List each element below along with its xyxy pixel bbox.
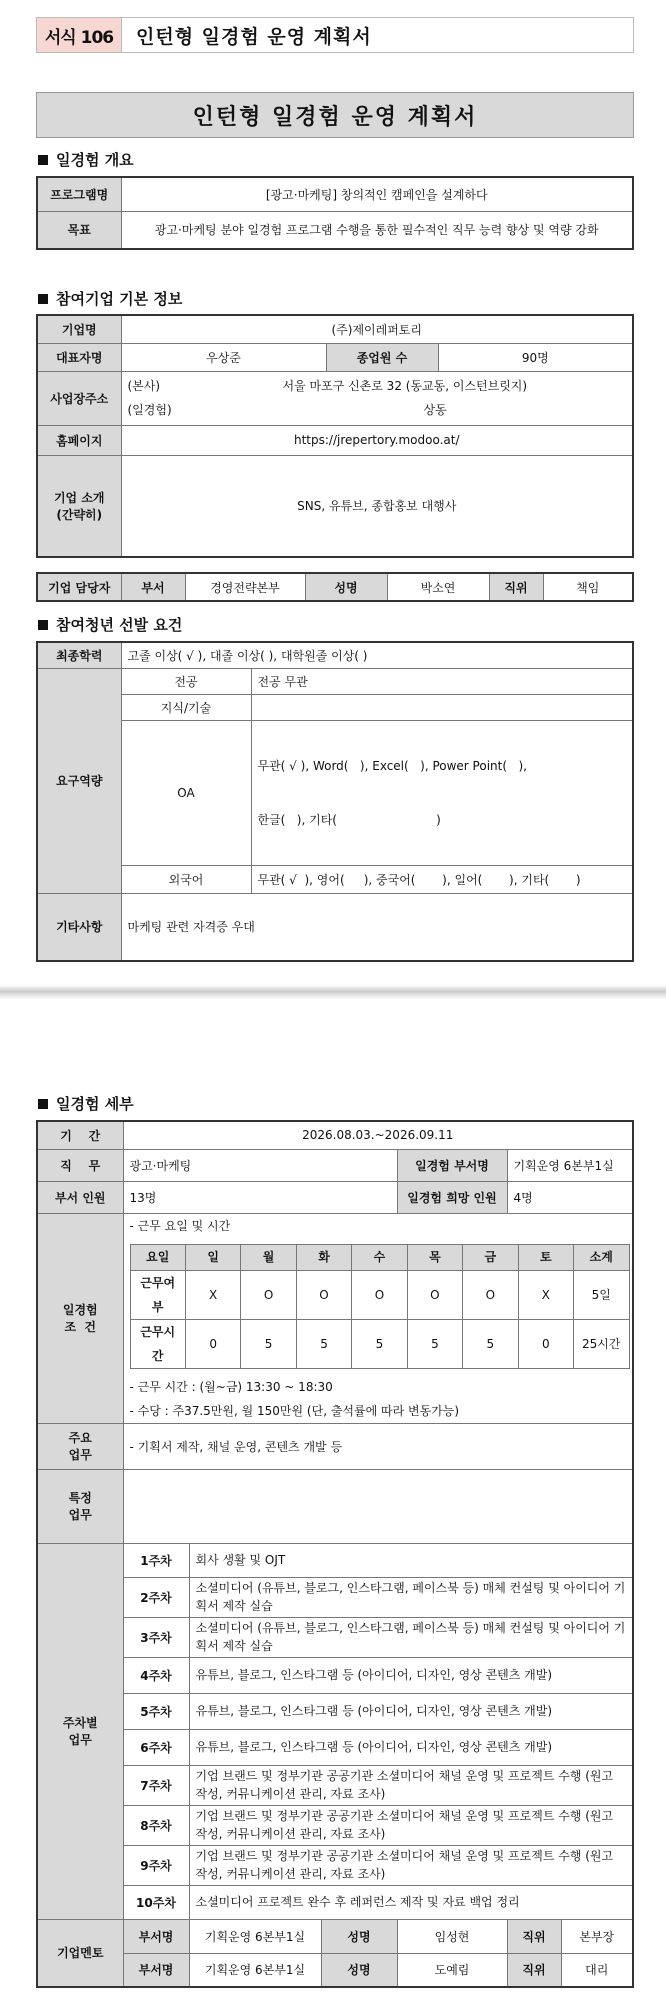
goal-label: 목표 [37, 211, 121, 249]
employees-value: 90명 [438, 343, 633, 371]
special-duty-label [37, 1469, 123, 1543]
square-bullet-icon [38, 1099, 48, 1109]
main-duty-label-line1: 주요 [68, 1431, 92, 1445]
week-label: 4주차 [123, 1657, 189, 1693]
program-value: [광고·마케팅] 창의적인 캠페인을 설계하다 [121, 177, 633, 211]
conditions-label [37, 1213, 123, 1423]
etc-label: 기타사항 [37, 893, 121, 961]
period-value: 2026.08.03.~2026.09.11 [123, 1121, 633, 1149]
week-task: 기업 브랜드 및 정부기관 공공기관 소셜미디어 채널 운영 및 프로젝트 수행 (원고 작성, 커뮤니케이션 관리, 자료 조사) [189, 1765, 633, 1805]
section-heading-detail [38, 1093, 134, 1114]
section-heading-requirements [38, 614, 182, 635]
contact-label: 기업 담당자 [37, 573, 121, 601]
mentor-name-label: 성명 [321, 1919, 397, 1953]
schedule-header-cell: 화 [296, 1244, 351, 1270]
hq-address-line [128, 374, 627, 398]
schedule-cell: 5 [463, 1319, 518, 1368]
special-duty-label-line2: 업무 [68, 1508, 92, 1522]
intro-label-line2: (간략히) [56, 507, 103, 522]
schedule-cell: 5 [296, 1319, 351, 1368]
company-name-label: 기업명 [37, 315, 121, 343]
work-time: - 근무 시간 : (월~금) 13:30 ~ 18:30 [129, 1379, 333, 1394]
main-duty-label-line2: 업무 [68, 1448, 92, 1462]
program-label: 프로그램명 [37, 177, 121, 211]
document-title: 인턴형 일경험 운영 계획서 [36, 92, 634, 138]
week-label: 9주차 [123, 1845, 189, 1885]
schedule-header-cell: 요일 [130, 1244, 185, 1270]
mentor-pos-value: 대리 [561, 1953, 633, 1987]
mentor-dept-value: 기획운영 6본부1실 [189, 1919, 321, 1953]
schedule-header-cell: 수 [352, 1244, 407, 1270]
ceo-value: 우상준 [121, 343, 326, 371]
week-label: 10주차 [123, 1885, 189, 1919]
contact-table [36, 572, 634, 602]
schedule-row-label: 근무여부 [130, 1270, 185, 1319]
lang-value: 무관( √ ), 영어( ), 중국어( ), 일어( ), 기타( ) [251, 865, 633, 893]
staff-label: 부서 인원 [37, 1181, 123, 1213]
lang-label: 외국어 [121, 865, 251, 893]
skills-value [251, 694, 633, 720]
mentor-dept-label: 부서명 [123, 1953, 189, 1987]
schedule-header-row [130, 1244, 629, 1270]
dept-label: 일경험 부서명 [397, 1149, 507, 1181]
detail-table [36, 1120, 634, 1988]
address-label: 사업장주소 [37, 371, 121, 425]
special-duty-value [123, 1469, 633, 1543]
mentor-label: 기업멘토 [37, 1919, 123, 1987]
week-label: 8주차 [123, 1805, 189, 1845]
intro-label-line1: 기업 소개 [53, 490, 105, 505]
section-heading-text: 일경험 개요 [56, 151, 134, 169]
form-number-badge: 서식 106 [37, 18, 122, 52]
company-table [36, 314, 634, 558]
page-separator [0, 985, 666, 1000]
schedule-cell: O [407, 1270, 462, 1319]
week-label: 3주차 [123, 1617, 189, 1657]
mentor-pos-value: 본부장 [561, 1919, 633, 1953]
address-cell [121, 371, 633, 425]
schedule-cell: 5일 [574, 1270, 630, 1319]
schedule-cell: 5 [241, 1319, 296, 1368]
week-label: 1주차 [123, 1543, 189, 1577]
goal-value: 광고·마케팅 분야 일경험 프로그램 수행을 통한 필수적인 직무 능력 향상 및 역량 강화 [121, 211, 633, 249]
contact-position-label: 직위 [489, 573, 543, 601]
form-header [36, 17, 634, 53]
education-value: 고졸 이상( √ ), 대졸 이상( ), 대학원졸 이상( ) [121, 642, 633, 668]
work-tag: (일경험) [127, 403, 172, 417]
staff-value: 13명 [123, 1181, 397, 1213]
week-label: 5주차 [123, 1693, 189, 1729]
square-bullet-icon [38, 620, 48, 630]
oa-value [251, 720, 633, 865]
conditions-cell [123, 1213, 633, 1423]
schedule-header-cell: 월 [241, 1244, 296, 1270]
mentor-dept-label: 부서명 [123, 1919, 189, 1953]
work-address-line [128, 398, 627, 422]
major-value: 전공 무관 [251, 668, 633, 694]
contact-dept-label: 부서 [121, 573, 185, 601]
company-name-value: (주)제이레퍼토리 [121, 315, 633, 343]
requirements-table [36, 641, 634, 962]
intro-label [37, 455, 121, 557]
employees-label: 종업원 수 [326, 343, 438, 371]
schedule-cell: X [518, 1270, 573, 1319]
mentor-name-value: 임성현 [397, 1919, 507, 1953]
week-label: 7주차 [123, 1765, 189, 1805]
schedule-cell: 0 [518, 1319, 573, 1368]
weekly-label [37, 1543, 123, 1919]
week-label: 6주차 [123, 1729, 189, 1765]
week-task: 유튜브, 블로그, 인스타그램 등 (아이디어, 디자인, 영상 콘텐츠 개발) [189, 1729, 633, 1765]
week-task: 유튜브, 블로그, 인스타그램 등 (아이디어, 디자인, 영상 콘텐츠 개발) [189, 1693, 633, 1729]
week-task: 소셜미디어 프로젝트 완수 후 레퍼런스 제작 및 자료 백업 정리 [189, 1885, 633, 1919]
ceo-label: 대표자명 [37, 343, 121, 371]
document-page-1 [0, 0, 666, 985]
duty-label: 직 무 [37, 1149, 123, 1181]
homepage-label: 홈페이지 [37, 425, 121, 455]
oa-value-line2: 한글( ), 기타( ) [257, 812, 441, 827]
form-title: 인턴형 일경험 운영 계획서 [136, 25, 372, 48]
conditions-label-line1: 일경험 [62, 1303, 98, 1317]
schedule-header-cell: 소계 [574, 1244, 630, 1270]
schedule-row-attendance [130, 1270, 629, 1319]
mentor-name-label: 성명 [321, 1953, 397, 1987]
schedule-header-cell: 목 [407, 1244, 462, 1270]
section-heading-company [38, 288, 182, 309]
mentor-name-value: 도예림 [397, 1953, 507, 1987]
overview-table [36, 176, 634, 250]
special-duty-label-line1: 특정 [68, 1491, 92, 1505]
schedule-cell: 25시간 [574, 1319, 630, 1368]
main-duty-label [37, 1423, 123, 1469]
document-page-2 [0, 1000, 666, 2005]
skills-label: 지식/기술 [121, 694, 251, 720]
homepage-value[interactable]: https://jrepertory.modoo.at/ [121, 425, 633, 455]
week-task: 회사 생활 및 OJT [189, 1543, 633, 1577]
weekly-label-line1: 주차별 [62, 1716, 98, 1730]
week-task: 기업 브랜드 및 정부기관 공공기관 소셜미디어 채널 운영 및 프로젝트 수행 (원고 작성, 커뮤니케이션 관리, 자료 조사) [189, 1845, 633, 1885]
etc-value: 마케팅 관련 자격증 우대 [121, 893, 633, 961]
schedule-cell: 5 [407, 1319, 462, 1368]
schedule-row-hours [130, 1319, 629, 1368]
weekly-label-line2: 업무 [68, 1733, 92, 1747]
schedule-cell: 0 [185, 1319, 240, 1368]
section-heading-text: 참여청년 선발 요건 [56, 616, 183, 634]
oa-value-line1: 무관( √ ), Word( ), Excel( ), Power Point( ), [257, 758, 527, 773]
pay-info: - 수당 : 주37.5만원, 월 150만원 (단, 출석률에 따라 변동가능) [129, 1403, 460, 1418]
competency-label: 요구역량 [37, 668, 121, 893]
contact-position-value: 책임 [543, 573, 633, 601]
schedule-cell: O [296, 1270, 351, 1319]
mentor-dept-value: 기획운영 6본부1실 [189, 1953, 321, 1987]
major-label: 전공 [121, 668, 251, 694]
intro-value: SNS, 유튜브, 종합홍보 대행사 [121, 455, 633, 557]
conditions-intro: - 근무 요일 및 시간 [129, 1218, 231, 1233]
mentor-pos-label: 직위 [507, 1953, 561, 1987]
week-task: 소셜미디어 (유튜브, 블로그, 인스타그램, 페이스북 등) 매체 컨설팅 및 아이디어 기획서 제작 실습 [189, 1577, 633, 1617]
contact-name-label: 성명 [305, 573, 387, 601]
duty-value: 광고·마케팅 [123, 1149, 397, 1181]
schedule-row-label: 근무시간 [130, 1319, 185, 1368]
period-label: 기 간 [37, 1121, 123, 1149]
contact-name-value: 박소연 [387, 573, 489, 601]
mentor-pos-label: 직위 [507, 1919, 561, 1953]
schedule-cell: 5 [352, 1319, 407, 1368]
schedule-cell: O [463, 1270, 518, 1319]
week-task: 소셜미디어 (유튜브, 블로그, 인스타그램, 페이스북 등) 매체 컨설팅 및 아이디어 기획서 제작 실습 [189, 1617, 633, 1657]
hq-tag: (본사) [127, 379, 161, 393]
contact-dept-value: 경영전략본부 [185, 573, 305, 601]
schedule-cell: O [352, 1270, 407, 1319]
schedule-header-cell: 일 [185, 1244, 240, 1270]
schedule-cell: X [185, 1270, 240, 1319]
conditions-label-line2: 조 건 [64, 1320, 97, 1334]
education-label: 최종학력 [37, 642, 121, 668]
hq-address: 서울 마포구 신촌로 32 (동교동, 이스턴브릿지) [282, 379, 528, 393]
schedule-header-cell: 토 [518, 1244, 573, 1270]
section-heading-text: 일경험 세부 [56, 1095, 134, 1113]
schedule-cell: O [241, 1270, 296, 1319]
schedule-table [130, 1244, 630, 1369]
square-bullet-icon [38, 294, 48, 304]
schedule-header-cell: 금 [463, 1244, 518, 1270]
main-duty-value: - 기획서 제작, 채널 운영, 콘텐츠 개발 등 [123, 1423, 633, 1469]
week-label: 2주차 [123, 1577, 189, 1617]
week-task: 유튜브, 블로그, 인스타그램 등 (아이디어, 디자인, 영상 콘텐츠 개발) [189, 1657, 633, 1693]
oa-label: OA [121, 720, 251, 865]
dept-value: 기획운영 6본부1실 [507, 1149, 633, 1181]
square-bullet-icon [38, 155, 48, 165]
work-address: 상동 [423, 403, 447, 417]
hope-label: 일경험 희망 인원 [397, 1181, 507, 1213]
section-heading-overview [38, 149, 134, 170]
hope-value: 4명 [507, 1181, 633, 1213]
section-heading-text: 참여기업 기본 정보 [56, 290, 183, 308]
week-task: 기업 브랜드 및 정부기관 공공기관 소셜미디어 채널 운영 및 프로젝트 수행 (원고 작성, 커뮤니케이션 관리, 자료 조사) [189, 1805, 633, 1845]
